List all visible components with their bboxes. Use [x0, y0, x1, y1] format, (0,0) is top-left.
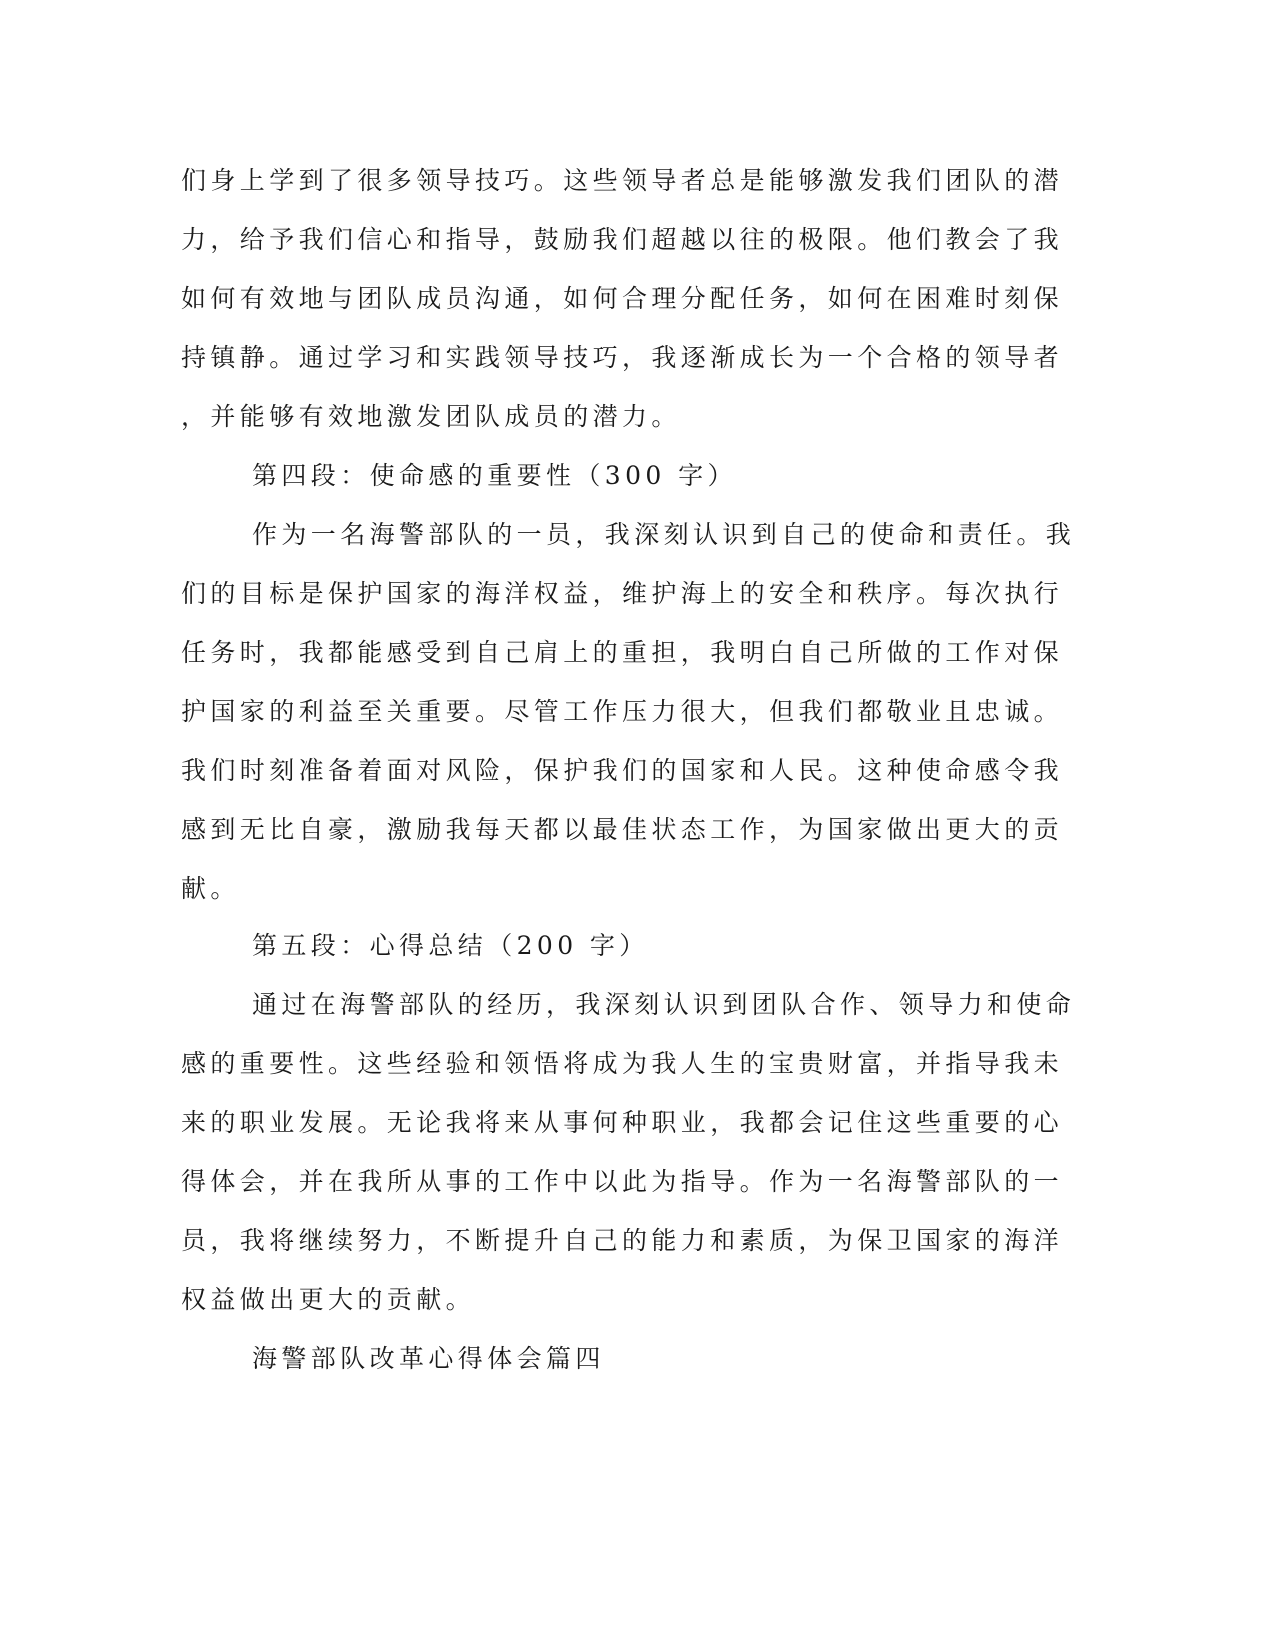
- text-line: 我们时刻准备着面对风险，保护我们的国家和人民。这种使命感令我: [181, 756, 1064, 785]
- text-line: 通过在海警部队的经历，我深刻认识到团队合作、领导力和使命: [252, 990, 1076, 1019]
- article-title: 海警部队改革心得体会篇四: [252, 1344, 605, 1373]
- text-line: 力，给予我们信心和指导，鼓励我们超越以往的极限。他们教会了我: [181, 225, 1064, 254]
- text-line: 感的重要性。这些经验和领悟将成为我人生的宝贵财富，并指导我未: [181, 1049, 1064, 1078]
- text-line: 作为一名海警部队的一员，我深刻认识到自己的使命和责任。我: [252, 520, 1076, 549]
- text-line: 们身上学到了很多领导技巧。这些领导者总是能够激发我们团队的潜: [181, 166, 1064, 195]
- text-line: 得体会，并在我所从事的工作中以此为指导。作为一名海警部队的一: [181, 1167, 1064, 1196]
- text-line: 献。: [181, 874, 240, 903]
- text-line: 权益做出更大的贡献。: [181, 1285, 476, 1314]
- text-line: 来的职业发展。无论我将来从事何种职业，我都会记住这些重要的心: [181, 1108, 1064, 1137]
- section-heading: 第五段：心得总结（200 字）: [252, 931, 649, 960]
- text-line: ，并能够有效地激发团队成员的潜力。: [181, 402, 681, 431]
- section-heading: 第四段：使命感的重要性（300 字）: [252, 461, 737, 490]
- text-line: 护国家的利益至关重要。尽管工作压力很大，但我们都敬业且忠诚。: [181, 697, 1064, 726]
- text-line: 员，我将继续努力，不断提升自己的能力和素质，为保卫国家的海洋: [181, 1226, 1064, 1255]
- text-line: 任务时，我都能感受到自己肩上的重担，我明白自己所做的工作对保: [181, 638, 1064, 667]
- text-line: 持镇静。通过学习和实践领导技巧，我逐渐成长为一个合格的领导者: [181, 343, 1064, 372]
- text-line: 如何有效地与团队成员沟通，如何合理分配任务，如何在困难时刻保: [181, 284, 1064, 313]
- text-line: 感到无比自豪，激励我每天都以最佳状态工作，为国家做出更大的贡: [181, 815, 1064, 844]
- text-line: 们的目标是保护国家的海洋权益，维护海上的安全和秩序。每次执行: [181, 579, 1064, 608]
